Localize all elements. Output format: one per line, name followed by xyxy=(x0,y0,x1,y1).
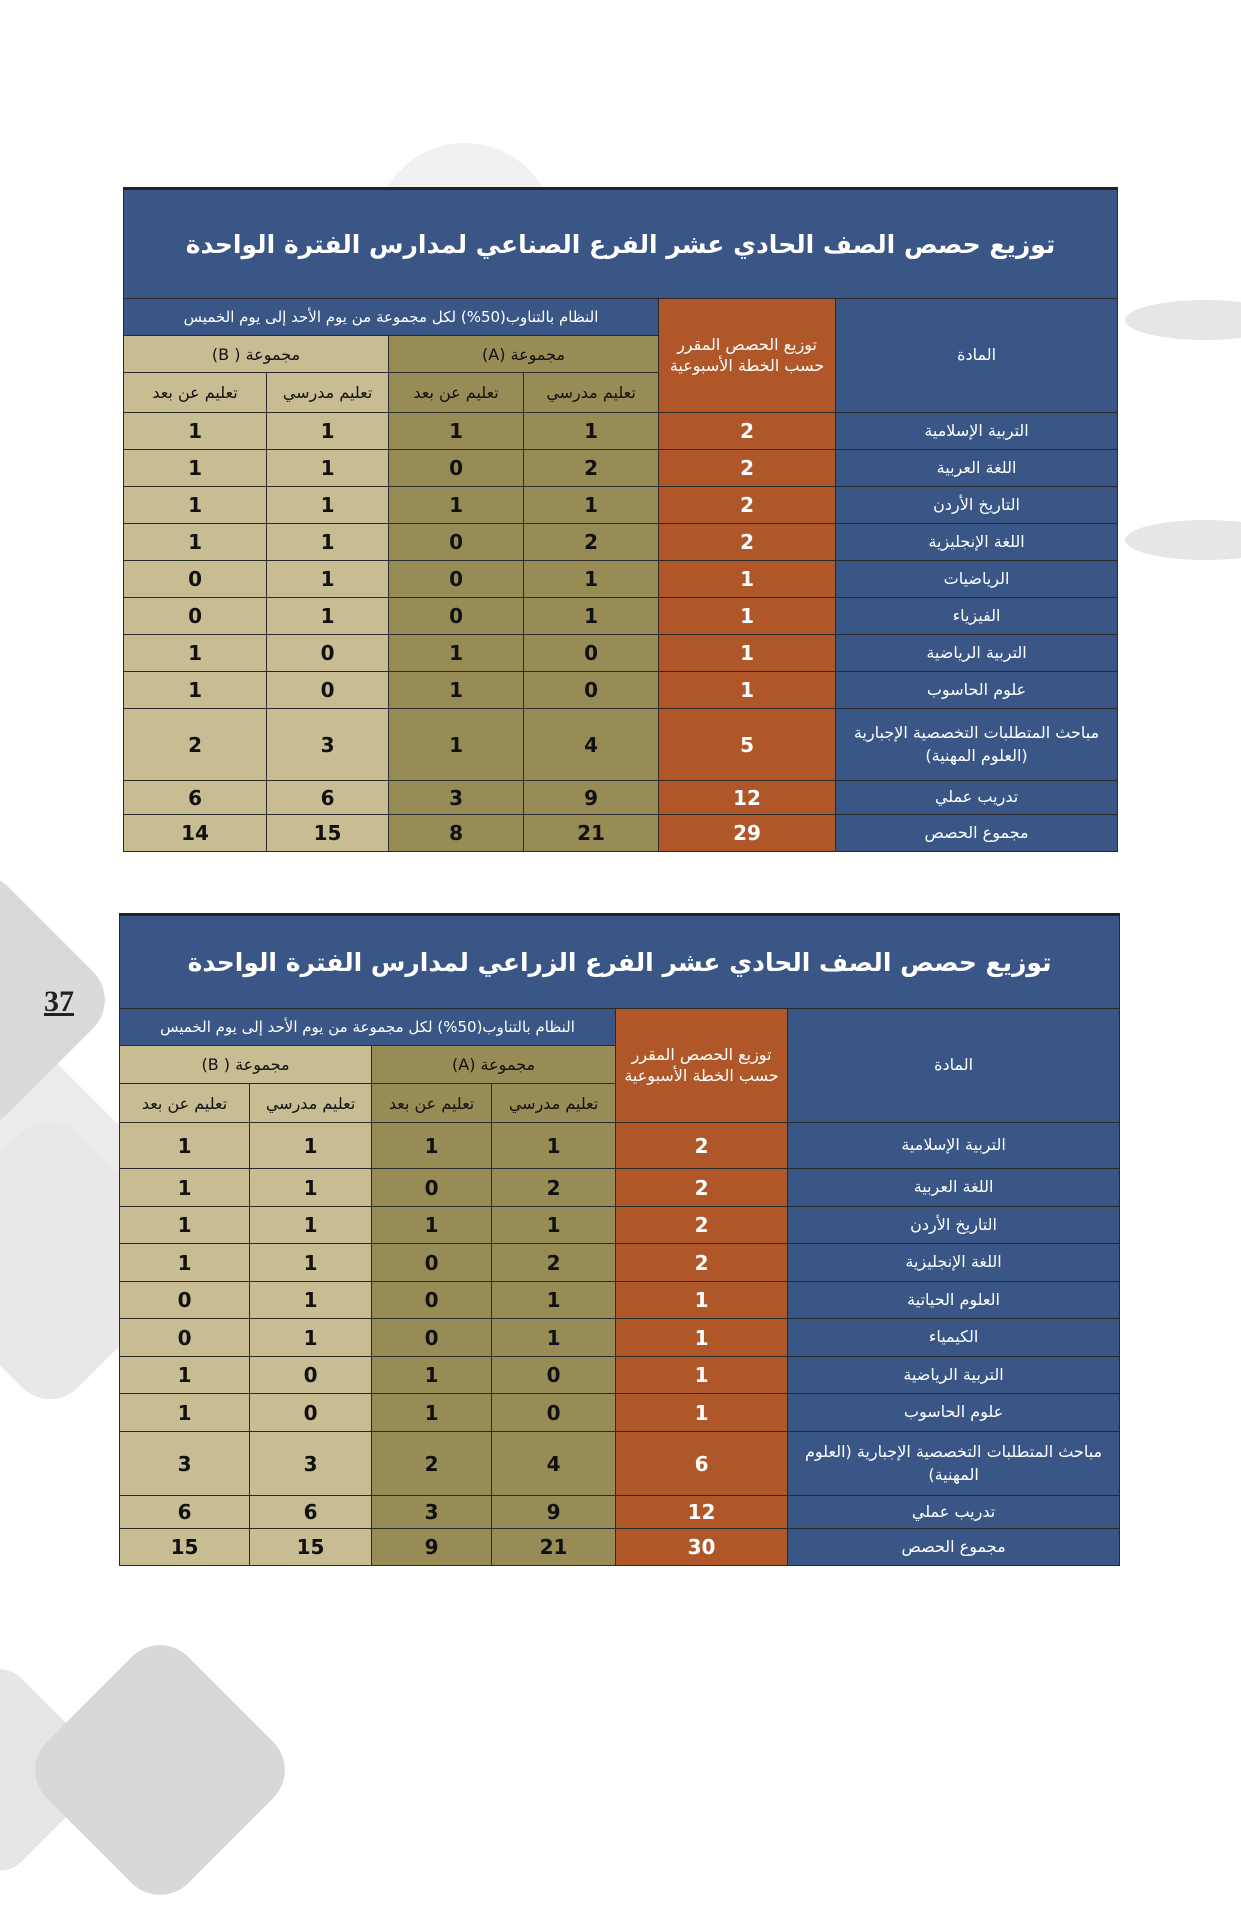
group-b-school-cell: 1 xyxy=(250,1319,372,1357)
group-a-school-cell: 1 xyxy=(492,1123,616,1169)
group-a-remote-cell: 1 xyxy=(389,635,524,672)
group-b-remote-cell: 6 xyxy=(120,1496,250,1529)
group-a-remote-cell: 1 xyxy=(372,1207,492,1244)
group-a-remote-cell: 0 xyxy=(372,1282,492,1319)
subject-cell: اللغة الإنجليزية xyxy=(788,1244,1120,1282)
group-b-school-cell: 1 xyxy=(267,598,389,635)
group-b-school-cell: 0 xyxy=(250,1394,372,1432)
group-b-school-cell: 1 xyxy=(250,1123,372,1169)
group-a-school-cell: 0 xyxy=(492,1394,616,1432)
group-b-school-cell: 6 xyxy=(250,1496,372,1529)
subject-cell: التاريخ الأردن xyxy=(788,1207,1120,1244)
group-a-remote-cell: 0 xyxy=(389,598,524,635)
group-a-remote-cell: 1 xyxy=(372,1357,492,1394)
group-a-remote-cell: 0 xyxy=(372,1244,492,1282)
group-a-school-cell: 9 xyxy=(524,781,659,815)
group-a-remote-cell: 8 xyxy=(389,815,524,852)
group-b-remote-cell: 1 xyxy=(124,450,267,487)
weekly-plan-cell: 1 xyxy=(659,598,836,635)
table-row xyxy=(120,1432,1120,1496)
header-group-a: مجموعة (A) xyxy=(389,336,659,373)
weekly-plan-cell: 6 xyxy=(616,1432,788,1496)
table-row xyxy=(124,635,1118,672)
table-row xyxy=(124,487,1118,524)
weekly-plan-cell: 29 xyxy=(659,815,836,852)
group-b-school-cell: 1 xyxy=(250,1282,372,1319)
header-b-remote: تعليم عن بعد xyxy=(124,373,267,413)
header-b-school: تعليم مدرسي xyxy=(250,1084,372,1123)
group-b-remote-cell: 1 xyxy=(124,524,267,561)
header-a-school: تعليم مدرسي xyxy=(524,373,659,413)
page-number: 37 xyxy=(44,985,74,1018)
group-b-school-cell: 1 xyxy=(250,1207,372,1244)
group-b-school-cell: 15 xyxy=(267,815,389,852)
table-row xyxy=(124,815,1118,852)
group-a-remote-cell: 0 xyxy=(389,561,524,598)
group-a-school-cell: 4 xyxy=(492,1432,616,1496)
group-a-remote-cell: 0 xyxy=(372,1169,492,1207)
weekly-plan-cell: 2 xyxy=(659,487,836,524)
background-shape xyxy=(1125,300,1241,340)
group-b-remote-cell: 2 xyxy=(124,709,267,781)
subject-cell: التاريخ الأردن xyxy=(836,487,1118,524)
header-weekly-plan: توزيع الحصص المقرر حسب الخطة الأسبوعية xyxy=(659,299,836,413)
group-b-remote-cell: 1 xyxy=(120,1123,250,1169)
table-row xyxy=(124,450,1118,487)
group-b-remote-cell: 1 xyxy=(124,672,267,709)
group-a-school-cell: 1 xyxy=(524,413,659,450)
weekly-plan-cell: 2 xyxy=(659,524,836,561)
header-b-remote: تعليم عن بعد xyxy=(120,1084,250,1123)
group-a-remote-cell: 3 xyxy=(372,1496,492,1529)
weekly-plan-cell: 2 xyxy=(616,1207,788,1244)
header-weekly-plan: توزيع الحصص المقرر حسب الخطة الأسبوعية xyxy=(616,1009,788,1123)
table-row xyxy=(120,1169,1120,1207)
group-b-school-cell: 1 xyxy=(250,1169,372,1207)
group-b-remote-cell: 1 xyxy=(120,1394,250,1432)
weekly-plan-cell: 1 xyxy=(616,1357,788,1394)
weekly-plan-cell: 1 xyxy=(659,561,836,598)
table-row xyxy=(120,1529,1120,1566)
group-a-remote-cell: 1 xyxy=(389,709,524,781)
weekly-plan-cell: 2 xyxy=(659,450,836,487)
background-shape xyxy=(1125,520,1241,560)
group-a-school-cell: 2 xyxy=(492,1244,616,1282)
weekly-plan-cell: 1 xyxy=(616,1394,788,1432)
group-a-school-cell: 2 xyxy=(492,1169,616,1207)
subject-cell: اللغة العربية xyxy=(788,1169,1120,1207)
subject-cell: الكيمياء xyxy=(788,1319,1120,1357)
group-a-school-cell: 2 xyxy=(524,524,659,561)
group-a-school-cell: 2 xyxy=(524,450,659,487)
subject-cell: الرياضيات xyxy=(836,561,1118,598)
group-b-remote-cell: 15 xyxy=(120,1529,250,1566)
group-a-school-cell: 1 xyxy=(492,1319,616,1357)
subject-cell: اللغة العربية xyxy=(836,450,1118,487)
header-rotation-system: النظام بالتناوب(50%) لكل مجموعة من يوم الأحد إلى يوم الخميس xyxy=(120,1009,616,1046)
weekly-plan-cell: 30 xyxy=(616,1529,788,1566)
weekly-plan-cell: 5 xyxy=(659,709,836,781)
group-a-remote-cell: 1 xyxy=(372,1123,492,1169)
table-row xyxy=(124,561,1118,598)
group-b-school-cell: 1 xyxy=(267,561,389,598)
group-a-school-cell: 1 xyxy=(524,487,659,524)
table-row xyxy=(124,413,1118,450)
subject-cell: الفيزياء xyxy=(836,598,1118,635)
group-a-remote-cell: 1 xyxy=(389,487,524,524)
group-a-remote-cell: 0 xyxy=(372,1319,492,1357)
group-a-school-cell: 21 xyxy=(492,1529,616,1566)
group-b-school-cell: 0 xyxy=(267,672,389,709)
table-title: توزيع حصص الصف الحادي عشر الفرع الصناعي لمدارس الفترة الواحدة xyxy=(124,189,1118,299)
table-row xyxy=(124,709,1118,781)
group-a-remote-cell: 1 xyxy=(389,413,524,450)
table-title: توزيع حصص الصف الحادي عشر الفرع الزراعي لمدارس الفترة الواحدة xyxy=(120,915,1120,1009)
group-b-remote-cell: 0 xyxy=(120,1319,250,1357)
table-row xyxy=(120,1319,1120,1357)
subject-cell: مجموع الحصص xyxy=(836,815,1118,852)
group-b-school-cell: 1 xyxy=(250,1244,372,1282)
group-a-school-cell: 1 xyxy=(492,1207,616,1244)
industrial-branch-table xyxy=(123,187,1118,852)
group-a-remote-cell: 0 xyxy=(389,450,524,487)
table-row xyxy=(124,524,1118,561)
group-b-school-cell: 1 xyxy=(267,413,389,450)
group-a-remote-cell: 1 xyxy=(389,672,524,709)
group-a-remote-cell: 3 xyxy=(389,781,524,815)
subject-cell: اللغة الإنجليزية xyxy=(836,524,1118,561)
weekly-plan-cell: 2 xyxy=(659,413,836,450)
subject-cell: التربية الإسلامية xyxy=(788,1123,1120,1169)
group-a-school-cell: 1 xyxy=(524,598,659,635)
table-row xyxy=(120,1244,1120,1282)
subject-cell: التربية الرياضية xyxy=(836,635,1118,672)
header-a-remote: تعليم عن بعد xyxy=(372,1084,492,1123)
weekly-plan-cell: 2 xyxy=(616,1244,788,1282)
table-row xyxy=(120,1496,1120,1529)
subject-cell: تدريب عملي xyxy=(788,1496,1120,1529)
subject-cell: العلوم الحياتية xyxy=(788,1282,1120,1319)
header-group-b: مجموعة ( B) xyxy=(124,336,389,373)
weekly-plan-cell: 1 xyxy=(659,672,836,709)
group-b-remote-cell: 14 xyxy=(124,815,267,852)
group-a-remote-cell: 9 xyxy=(372,1529,492,1566)
group-a-school-cell: 21 xyxy=(524,815,659,852)
background-shape xyxy=(19,1629,302,1911)
group-b-remote-cell: 1 xyxy=(120,1169,250,1207)
group-b-school-cell: 3 xyxy=(250,1432,372,1496)
header-a-school: تعليم مدرسي xyxy=(492,1084,616,1123)
group-b-school-cell: 0 xyxy=(267,635,389,672)
subject-cell: التربية الرياضية xyxy=(788,1357,1120,1394)
table-row xyxy=(124,672,1118,709)
table-row xyxy=(120,1394,1120,1432)
group-b-remote-cell: 1 xyxy=(124,413,267,450)
group-b-remote-cell: 1 xyxy=(120,1244,250,1282)
group-b-school-cell: 15 xyxy=(250,1529,372,1566)
weekly-plan-cell: 1 xyxy=(659,635,836,672)
header-group-a: مجموعة (A) xyxy=(372,1046,616,1084)
table-row xyxy=(124,781,1118,815)
subject-cell: تدريب عملي xyxy=(836,781,1118,815)
group-b-remote-cell: 3 xyxy=(120,1432,250,1496)
group-b-school-cell: 3 xyxy=(267,709,389,781)
header-b-school: تعليم مدرسي xyxy=(267,373,389,413)
table-row xyxy=(124,598,1118,635)
header-rotation-system: النظام بالتناوب(50%) لكل مجموعة من يوم الأحد إلى يوم الخميس xyxy=(124,299,659,336)
table-row xyxy=(120,1123,1120,1169)
subject-cell: التربية الإسلامية xyxy=(836,413,1118,450)
group-a-school-cell: 0 xyxy=(524,635,659,672)
subject-cell: علوم الحاسوب xyxy=(836,672,1118,709)
header-group-b: مجموعة ( B) xyxy=(120,1046,372,1084)
group-a-school-cell: 4 xyxy=(524,709,659,781)
agricultural-branch-table xyxy=(119,913,1120,1566)
group-a-remote-cell: 0 xyxy=(389,524,524,561)
group-b-school-cell: 1 xyxy=(267,524,389,561)
group-a-remote-cell: 1 xyxy=(372,1394,492,1432)
table-row xyxy=(120,1357,1120,1394)
group-a-school-cell: 1 xyxy=(524,561,659,598)
weekly-plan-cell: 1 xyxy=(616,1282,788,1319)
group-a-school-cell: 0 xyxy=(524,672,659,709)
group-b-remote-cell: 6 xyxy=(124,781,267,815)
group-b-remote-cell: 0 xyxy=(124,598,267,635)
group-b-remote-cell: 1 xyxy=(120,1207,250,1244)
header-a-remote: تعليم عن بعد xyxy=(389,373,524,413)
subject-cell: مباحث المتطلبات التخصصية الإجبارية (العلوم المهنية) xyxy=(836,709,1118,781)
group-b-school-cell: 0 xyxy=(250,1357,372,1394)
table-row xyxy=(120,1282,1120,1319)
subject-cell: مجموع الحصص xyxy=(788,1529,1120,1566)
group-a-school-cell: 0 xyxy=(492,1357,616,1394)
group-b-school-cell: 6 xyxy=(267,781,389,815)
group-b-remote-cell: 0 xyxy=(124,561,267,598)
group-b-school-cell: 1 xyxy=(267,450,389,487)
table-row xyxy=(120,1207,1120,1244)
weekly-plan-cell: 2 xyxy=(616,1169,788,1207)
weekly-plan-cell: 1 xyxy=(616,1319,788,1357)
subject-cell: علوم الحاسوب xyxy=(788,1394,1120,1432)
group-a-remote-cell: 2 xyxy=(372,1432,492,1496)
group-b-remote-cell: 1 xyxy=(120,1357,250,1394)
weekly-plan-cell: 2 xyxy=(616,1123,788,1169)
header-subject: المادة xyxy=(788,1009,1120,1123)
subject-cell: مباحث المتطلبات التخصصية الإجبارية (العلوم المهنية) xyxy=(788,1432,1120,1496)
group-b-remote-cell: 0 xyxy=(120,1282,250,1319)
group-b-remote-cell: 1 xyxy=(124,487,267,524)
header-subject: المادة xyxy=(836,299,1118,413)
weekly-plan-cell: 12 xyxy=(659,781,836,815)
group-b-remote-cell: 1 xyxy=(124,635,267,672)
group-b-school-cell: 1 xyxy=(267,487,389,524)
group-a-school-cell: 9 xyxy=(492,1496,616,1529)
weekly-plan-cell: 12 xyxy=(616,1496,788,1529)
group-a-school-cell: 1 xyxy=(492,1282,616,1319)
